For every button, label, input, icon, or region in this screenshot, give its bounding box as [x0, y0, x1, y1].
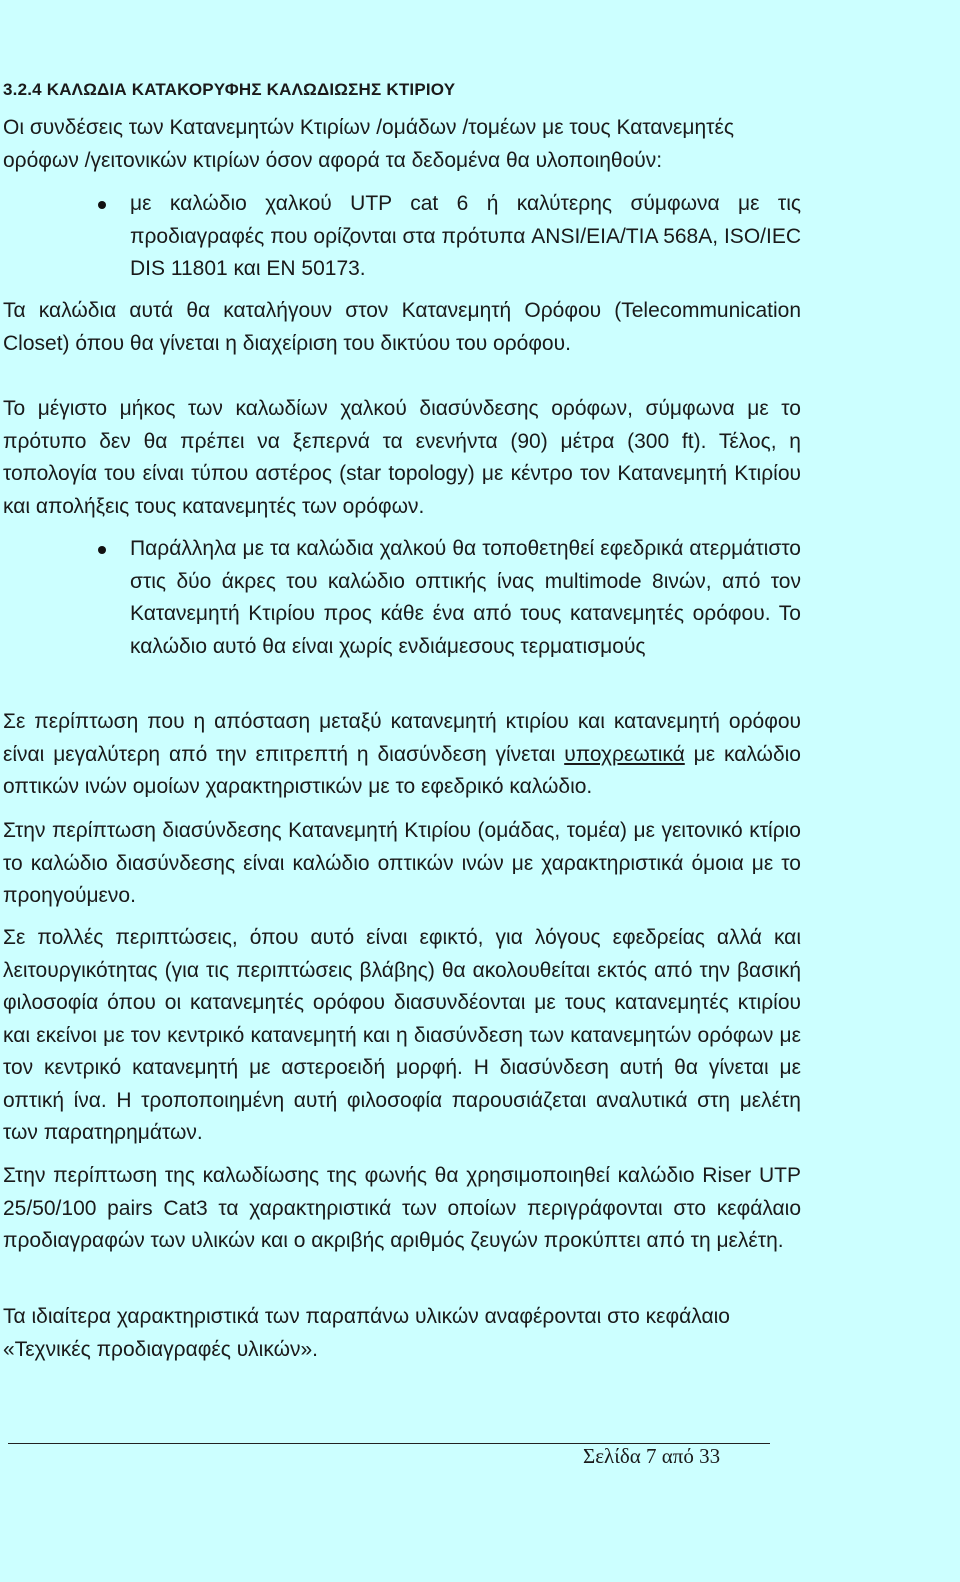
- paragraph-telecom-closet: Τα καλώδια αυτά θα καταλήγουν στον Κατανεμητή Ορόφου (Telecommunication Closet) όπου θα γίνεται η διαχείριση του δικτύου του ορόφου.: [3, 299, 801, 355]
- paragraph-material-specs: Τα ιδιαίτερα χαρακτηριστικά των παραπάνω υλικών αναφέρονται στο κεφάλαιο «Τεχνικές προδιαγραφές υλικών».: [3, 1305, 730, 1361]
- intro-paragraph: Οι συνδέσεις των Κατανεμητών Κτιρίων /ομάδων /τομέων με τους Κατανεμητές ορόφων /γειτονικών κτιρίων όσον αφορά τα δεδομένα θα υλοποιηθούν:: [3, 116, 734, 172]
- paragraph-text: με καλώδιο οπτικών ινών ομοίων χαρακτηριστικών με το εφεδρικό καλώδιο.: [3, 742, 801, 798]
- emphasis-underlined: υποχρεωτικά: [564, 742, 685, 766]
- paragraph-text: Σε περίπτωση που η απόσταση μεταξύ κατανεμητή κτιρίου και κατανεμητή ορόφου είναι μεγαλύτερη από την επιτρεπτή η διασύνδεση γίνεται: [3, 710, 801, 766]
- paragraph-distance-fiber: [3, 706, 801, 804]
- paragraph-redundancy: Σε πολλές περιπτώσεις, όπου αυτό είναι εφικτό, για λόγους εφεδρείας αλλά και λειτουργικότητας (για τις περιπτώσεις βλάβης) θα ακολουθείται εκτός από την βασική φιλοσοφία όπου οι κατανεμητές ορόφου διασυνδέονται με τους κατανεμητές κτιρίου και εκείνοι με τον κεντρικό κατανεμητή και η διασύνδεση των κατανεμητών ορόφων με τον κεντρικό κατανεμητή με αστεροειδή μορφή. Η διασύνδεση αυτή θα γίνεται με οπτική ίνα. Η τροποποιημένη αυτή φιλοσοφία παρουσιάζεται αναλυτικά στη μελέτη των παρατηρημάτων.: [3, 926, 801, 1144]
- bullet-icon: [98, 546, 106, 554]
- paragraph-neighbor-building: Στην περίπτωση διασύνδεσης Κατανεμητή Κτιρίου (ομάδας, τομέα) με γειτονικό κτίριο το καλώδιο διασύνδεσης είναι καλώδιο οπτικών ινών με χαρακτηριστικά όμοια με το προηγούμενο.: [3, 819, 801, 907]
- bullet-item-copper-cable: με καλώδιο χαλκού UTP cat 6 ή καλύτερης σύμφωνα με τις προδιαγραφές που ορίζονται στα πρότυπα ANSI/EIA/TIA 568A, ISO/IEC DIS 11801 και EN 50173.: [130, 192, 801, 280]
- bullet-item-fiber-cable: Παράλληλα με τα καλώδια χαλκού θα τοποθετηθεί εφεδρικά ατερμάτιστο στις δύο άκρες του καλώδιο οπτικής ίνας multimode 8ινών, από τον Κατανεμητή Κτιρίου προς κάθε ένα από τους κατανεμητές ορόφου. Το καλώδιο αυτό θα είναι χωρίς ενδιάμεσους τερματισμούς: [130, 537, 801, 658]
- bullet-icon: [98, 201, 106, 209]
- paragraph-voice-cabling: Στην περίπτωση της καλωδίωσης της φωνής θα χρησιμοποιηθεί καλώδιο Riser UTP 25/50/100 pairs Cat3 τα χαρακτηριστικά των οποίων περιγράφονται στο κεφάλαιο προδιαγραφών των υλικών και ο ακριβής αριθμός ζευγών προκύπτει από τη μελέτη.: [3, 1164, 801, 1252]
- page-number: Σελίδα 7 από 33: [583, 1444, 721, 1468]
- section-heading: 3.2.4 ΚΑΛΩΔΙΑ ΚΑΤΑΚΟΡΥΦΗΣ ΚΑΛΩΔΙΩΣΗΣ ΚΤΙΡΙΟΥ: [3, 80, 456, 99]
- paragraph-max-length: Το μέγιστο μήκος των καλωδίων χαλκού διασύνδεσης ορόφων, σύμφωνα με το πρότυπο δεν θα πρέπει να ξεπερνά τα ενενήντα (90) μέτρα (300 ft). Τέλος, η τοπολογία του είναι τύπου αστέρος (star topology) με κέντρο τον Κατανεμητή Κτιρίου και απολήξεις τους κατανεμητές των ορόφων.: [3, 397, 801, 518]
